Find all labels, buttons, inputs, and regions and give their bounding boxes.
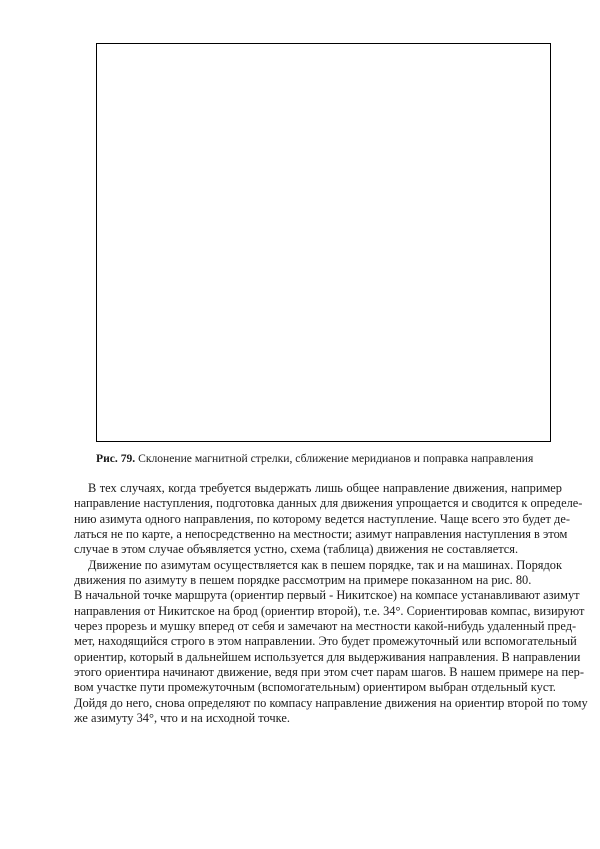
body-text	[74, 481, 588, 727]
text-line: вом участке пути промежуточным (вспомогательным) ориентиром выбран отдельный куст.	[74, 680, 556, 695]
text-line: мет, находящийся строго в этом направлении. Это будет промежуточный или вспомогательный	[74, 634, 577, 649]
figure-caption-text: Склонение магнитной стрелки, сближение меридианов и поправка направления	[135, 452, 534, 465]
figure-caption	[96, 452, 566, 466]
text-line: движения по азимуту в пешем порядке рассмотрим на примере показанном на рис. 80.	[74, 573, 532, 588]
text-line: направление наступления, подготовка данных для движения упрощается и сводится к определе-	[74, 496, 583, 511]
text-line: ориентир, который в дальнейшем используется для выдерживания направления. В направлении	[74, 649, 581, 664]
text-line: же азимуту 34°, что и на исходной точке.	[74, 711, 290, 726]
text-line: Движение по азимутам осуществляется как в пешем порядке, так и на машинах. Порядок	[88, 557, 562, 572]
text-line: нию азимута одного направления, по которому ведется наступление. Чаще всего это будет де-	[74, 511, 570, 526]
text-line: В начальной точке маршрута (ориентир первый - Никитское) на компасе устанавливают азимут	[74, 588, 580, 603]
text-line: латься не по карте, а непосредственно на местности; азимут направления наступления в этом	[74, 527, 568, 542]
text-line: случае в этом случае объявляется устно, схема (таблица) движения не составляется.	[74, 542, 519, 557]
figure-label: Рис. 79.	[96, 452, 136, 465]
text-line: направления от Никитское на брод (ориентир второй), т.е. 34°. Сориентировав компас, визируют	[74, 603, 585, 618]
figure-79-frame	[96, 43, 551, 442]
text-line: Дойдя до него, снова определяют по компасу направление движения на ориентир второй по тому	[74, 695, 588, 710]
text-line: через прорезь и мушку вперед от себя и замечают на местности какой-нибудь удаленный пред-	[74, 619, 577, 634]
text-line: этого ориентира начинают движение, ведя при этом счет парам шагов. В нашем примере на пер-	[74, 665, 584, 680]
text-line: В тех случаях, когда требуется выдержать лишь общее направление движения, например	[88, 481, 562, 495]
